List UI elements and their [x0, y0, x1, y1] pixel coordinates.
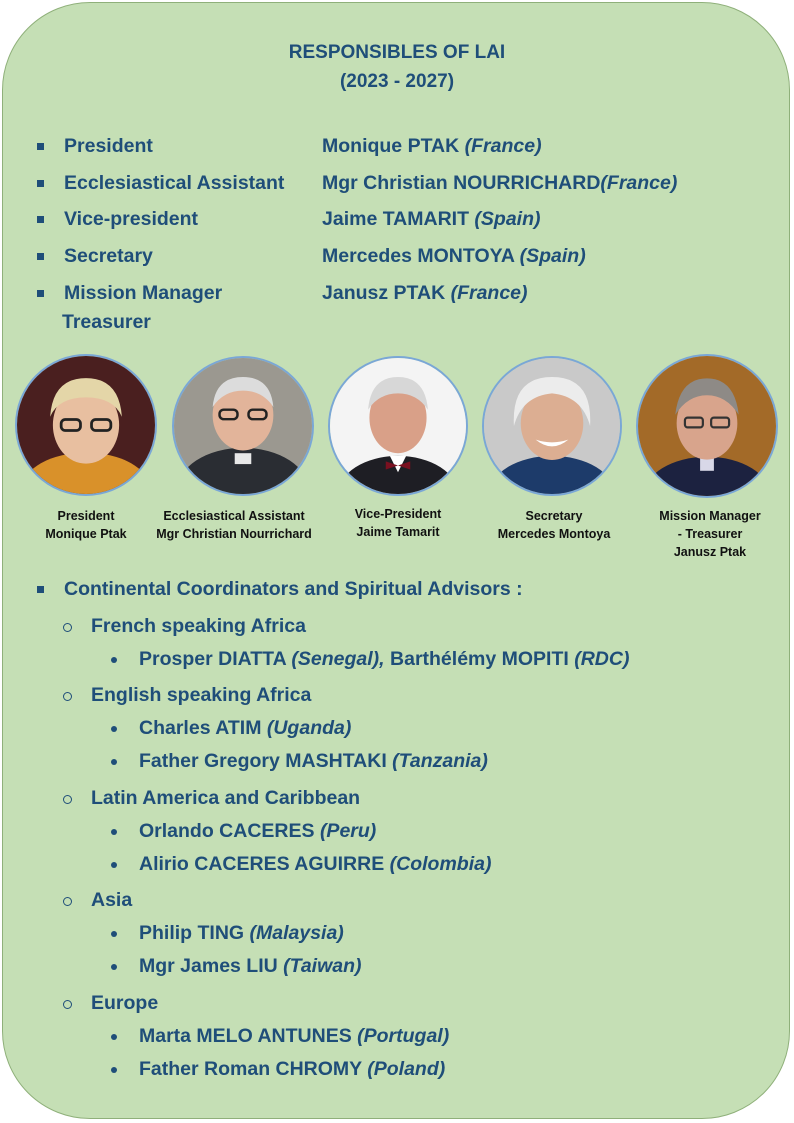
- page-subtitle: (2023 - 2027): [339, 71, 455, 92]
- bullet-square-icon: [37, 216, 44, 223]
- bullet-dot-icon: [111, 862, 117, 868]
- role-holder: Janusz PTAK (France): [322, 282, 528, 304]
- coordinator-entry: Mgr James LIU (Taiwan): [139, 955, 362, 977]
- bullet-circle-icon: [63, 692, 72, 701]
- coordinator-entry: Alirio CACERES AGUIRRE (Colombia): [139, 853, 492, 875]
- role-holder: Mgr Christian NOURRICHARD(France): [322, 172, 678, 194]
- coordinator-entry: Father Gregory MASHTAKI (Tanzania): [139, 750, 488, 772]
- role-holder: Monique PTAK (France): [322, 135, 542, 157]
- portrait-photo: [328, 356, 468, 496]
- role-label: Ecclesiastical Assistant: [64, 172, 285, 194]
- region-name: French speaking Africa: [91, 615, 306, 637]
- page-title: RESPONSIBLES OF LAI: [288, 42, 506, 63]
- coordinator-entry: Orlando CACERES (Peru): [139, 820, 377, 842]
- region-name: English speaking Africa: [91, 684, 312, 706]
- bullet-dot-icon: [111, 1067, 117, 1073]
- region-name: Europe: [91, 992, 159, 1014]
- bullet-circle-icon: [63, 795, 72, 804]
- bullet-dot-icon: [111, 726, 117, 732]
- coordinator-entry: Marta MELO ANTUNES (Portugal): [139, 1025, 450, 1047]
- bullet-dot-icon: [111, 964, 117, 970]
- role-label: Secretary: [64, 245, 153, 267]
- portrait-photo: [15, 354, 157, 496]
- coordinator-entry: Charles ATIM (Uganda): [139, 717, 352, 739]
- role-holder: Mercedes MONTOYA (Spain): [322, 245, 586, 267]
- bullet-dot-icon: [111, 1034, 117, 1040]
- bullet-dot-icon: [111, 657, 117, 663]
- coordinator-entry: Prosper DIATTA (Senegal), Barthélémy MOPITI (RDC): [139, 648, 630, 670]
- bullet-circle-icon: [63, 1000, 72, 1009]
- role-label: President: [64, 135, 153, 157]
- coordinator-entry: Philip TING (Malaysia): [139, 922, 344, 944]
- photo-caption: Vice-President Jaime Tamarit: [354, 507, 442, 539]
- role-label: Vice-president: [64, 208, 199, 230]
- bullet-square-icon: [37, 143, 44, 150]
- role-label-line2: Treasurer: [62, 311, 151, 333]
- bullet-square-icon: [37, 290, 44, 297]
- portrait-photo: [636, 354, 778, 498]
- bullet-dot-icon: [111, 931, 117, 937]
- bullet-dot-icon: [111, 759, 117, 765]
- portrait-photo: [482, 356, 622, 496]
- bullet-square-icon: [37, 586, 44, 593]
- region-name: Asia: [91, 889, 133, 911]
- section-heading: Continental Coordinators and Spiritual Advisors :: [64, 578, 523, 600]
- role-holder: Jaime TAMARIT (Spain): [322, 208, 541, 230]
- bullet-square-icon: [37, 180, 44, 187]
- region-name: Latin America and Caribbean: [91, 787, 361, 809]
- bullet-circle-icon: [63, 623, 72, 632]
- role-label: Mission Manager: [64, 282, 223, 304]
- photo-caption: President Monique Ptak: [45, 509, 127, 541]
- photo-caption: Secretary Mercedes Montoya: [497, 509, 611, 541]
- bullet-circle-icon: [63, 897, 72, 906]
- bullet-dot-icon: [111, 829, 117, 835]
- portrait-photo: [172, 356, 314, 496]
- coordinator-entry: Father Roman CHROMY (Poland): [139, 1058, 446, 1080]
- bullet-square-icon: [37, 253, 44, 260]
- photo-caption: Mission Manager - Treasurer Janusz Ptak: [659, 509, 761, 559]
- photo-caption: Ecclesiastical Assistant Mgr Christian Nourrichard: [156, 509, 312, 541]
